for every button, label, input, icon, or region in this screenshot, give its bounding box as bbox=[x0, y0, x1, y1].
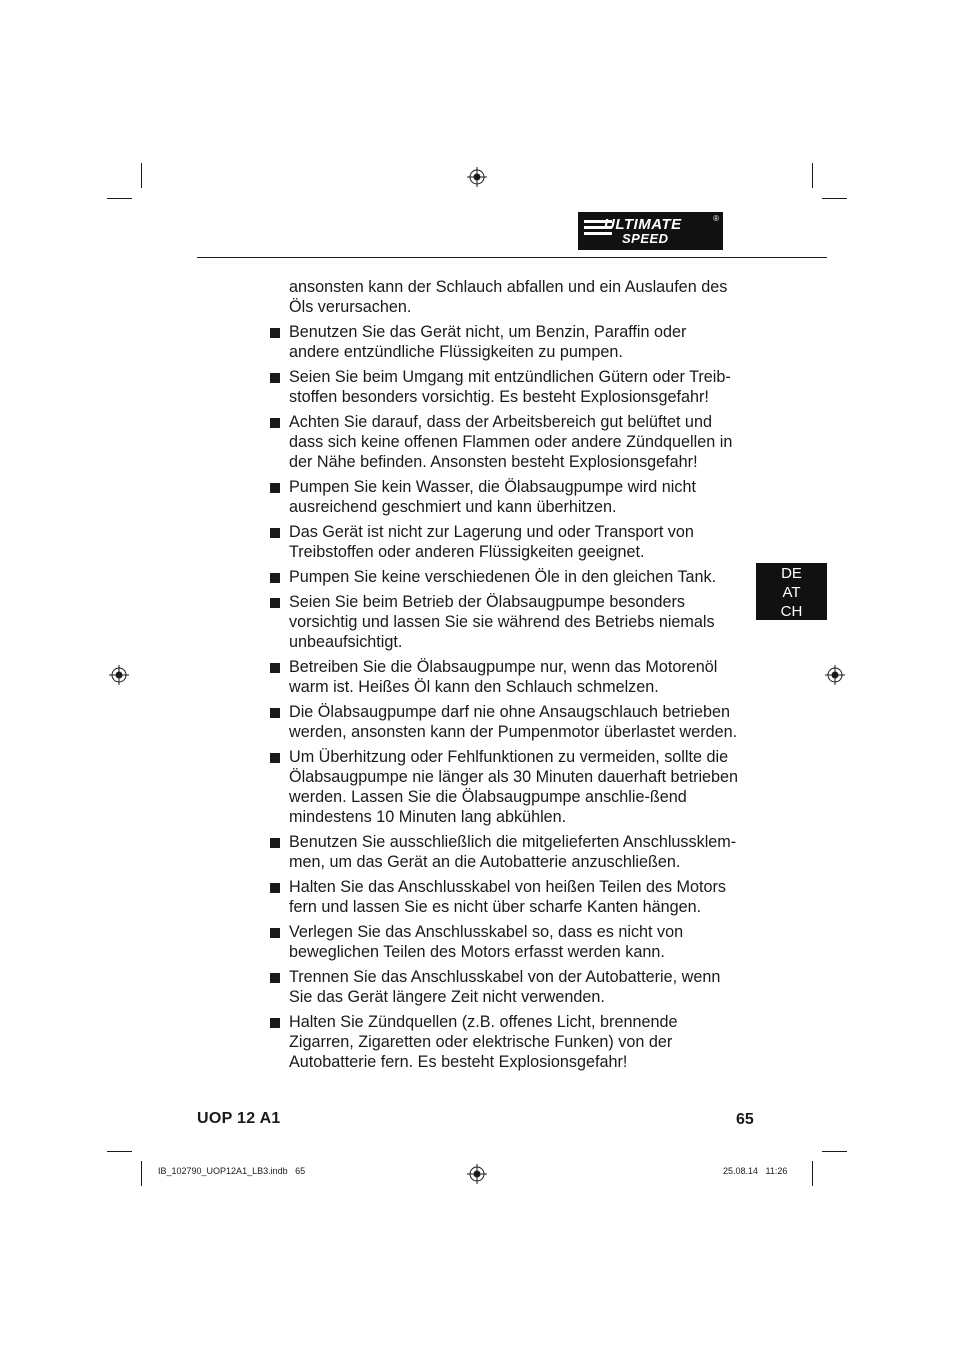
registration-mark-icon bbox=[467, 1164, 487, 1184]
list-item bbox=[270, 967, 740, 1007]
crop-mark bbox=[812, 163, 813, 188]
crop-mark bbox=[107, 198, 132, 199]
crop-mark bbox=[141, 163, 142, 188]
bullet-list bbox=[270, 322, 740, 1072]
continuation-text: ansonsten kann der Schlauch abfallen und ein Auslaufen des Öls verursachen. bbox=[289, 278, 728, 316]
square-bullet-icon bbox=[270, 1018, 280, 1028]
print-slug-file: IB_102790_UOP12A1_LB3.indb 65 bbox=[158, 1166, 306, 1176]
list-item-text: Pumpen Sie keine verschiedenen Öle in den gleichen Tank. bbox=[289, 568, 717, 586]
list-item bbox=[270, 747, 740, 827]
print-slug-datetime: 25.08.14 11:26 bbox=[723, 1166, 788, 1176]
list-item-text: Benutzen Sie das Gerät nicht, um Benzin, Paraffin oder andere entzündliche Flüssigkeiten zu pumpen. bbox=[289, 323, 687, 361]
list-item bbox=[270, 832, 740, 872]
list-item-text: Seien Sie beim Betrieb der Ölabsaugpumpe besonders vorsichtig und lassen Sie sie während des Betriebs niemals unbeaufsichtigt. bbox=[289, 593, 715, 651]
square-bullet-icon bbox=[270, 838, 280, 848]
page-number: 65 bbox=[736, 1111, 754, 1128]
safety-instructions bbox=[270, 277, 740, 1077]
list-item-text: Verlegen Sie das Anschlusskabel so, dass es nicht von beweglichen Teilen des Motors erfasst werden kann. bbox=[289, 923, 684, 961]
lang-de: DE bbox=[781, 565, 802, 582]
square-bullet-icon bbox=[270, 573, 280, 583]
square-bullet-icon bbox=[270, 373, 280, 383]
crop-mark bbox=[107, 1151, 132, 1152]
list-item bbox=[270, 567, 740, 587]
crop-mark bbox=[822, 1151, 847, 1152]
square-bullet-icon bbox=[270, 928, 280, 938]
square-bullet-icon bbox=[270, 483, 280, 493]
list-item-text: Das Gerät ist nicht zur Lagerung und oder Transport von Treibstoffen oder anderen Flüssigkeiten geeignet. bbox=[289, 523, 694, 561]
square-bullet-icon bbox=[270, 663, 280, 673]
list-item-text: Seien Sie beim Umgang mit entzündlichen Gütern oder Treib-stoffen besonders vorsichtig. Es besteht Explosionsgefahr! bbox=[289, 368, 731, 406]
list-item-text: Halten Sie das Anschlusskabel von heißen Teilen des Motors fern und lassen Sie es nicht über scharfe Kanten hängen. bbox=[289, 878, 727, 916]
logo-line-1: ULTIMATE bbox=[604, 216, 682, 233]
list-item bbox=[270, 592, 740, 652]
crop-mark bbox=[822, 198, 847, 199]
list-item-text: Betreiben Sie die Ölabsaugpumpe nur, wenn das Motorenöl warm ist. Heißes Öl kann den Schlauch schmelzen. bbox=[289, 658, 718, 696]
list-item bbox=[270, 322, 740, 362]
registration-mark-icon bbox=[109, 665, 129, 685]
language-tab bbox=[756, 563, 827, 620]
list-item bbox=[270, 1012, 740, 1072]
list-item bbox=[270, 522, 740, 562]
brand-logo bbox=[578, 212, 723, 250]
list-item-text: Trennen Sie das Anschlusskabel von der Autobatterie, wenn Sie das Gerät längere Zeit nicht verwenden. bbox=[289, 968, 721, 1006]
model-number: UOP 12 A1 bbox=[197, 1110, 281, 1127]
list-item bbox=[270, 657, 740, 697]
crop-mark bbox=[141, 1161, 142, 1186]
square-bullet-icon bbox=[270, 598, 280, 608]
logo-registered-mark: ® bbox=[713, 214, 719, 223]
square-bullet-icon bbox=[270, 528, 280, 538]
registration-mark-icon bbox=[467, 167, 487, 187]
list-item bbox=[270, 877, 740, 917]
list-item bbox=[270, 922, 740, 962]
square-bullet-icon bbox=[270, 708, 280, 718]
list-item-text: Benutzen Sie ausschließlich die mitgelieferten Anschlussklem-men, um das Gerät an die Autobatterie anzuschließen. bbox=[289, 833, 737, 871]
logo-line-2: SPEED bbox=[622, 231, 669, 246]
square-bullet-icon bbox=[270, 418, 280, 428]
list-item bbox=[270, 477, 740, 517]
lang-at: AT bbox=[782, 584, 801, 601]
list-item bbox=[270, 367, 740, 407]
square-bullet-icon bbox=[270, 883, 280, 893]
lang-ch: CH bbox=[780, 603, 803, 620]
registration-mark-icon bbox=[825, 665, 845, 685]
list-item-text: Die Ölabsaugpumpe darf nie ohne Ansaugschlauch betrieben werden, ansonsten kann der Pumpenmotor überlastet werden. bbox=[289, 703, 738, 741]
list-item-text: Pumpen Sie kein Wasser, die Ölabsaugpumpe wird nicht ausreichend geschmiert und kann überhitzen. bbox=[289, 478, 696, 516]
list-item bbox=[270, 412, 740, 472]
square-bullet-icon bbox=[270, 753, 280, 763]
list-item-text: Achten Sie darauf, dass der Arbeitsbereich gut belüftet und dass sich keine offenen Flammen oder andere Zündquellen in der Nähe befinden. Ansonsten besteht Explosionsgefahr! bbox=[289, 413, 733, 471]
square-bullet-icon bbox=[270, 973, 280, 983]
list-item-text: Um Überhitzung oder Fehlfunktionen zu vermeiden, sollte die Ölabsaugpumpe nie länger als 30 Minuten dauerhaft betrieben werden. Lassen Sie die Ölabsaugpumpe anschlie-ßend mindestens 10 Minuten lang abkühlen. bbox=[289, 748, 739, 826]
square-bullet-icon bbox=[270, 328, 280, 338]
crop-mark bbox=[812, 1161, 813, 1186]
header-rule bbox=[197, 257, 827, 258]
list-item bbox=[270, 702, 740, 742]
list-item-text: Halten Sie Zündquellen (z.B. offenes Licht, brennende Zigarren, Zigaretten oder elektrische Funken) von der Autobatterie fern. Es besteht Explosionsgefahr! bbox=[289, 1013, 678, 1071]
